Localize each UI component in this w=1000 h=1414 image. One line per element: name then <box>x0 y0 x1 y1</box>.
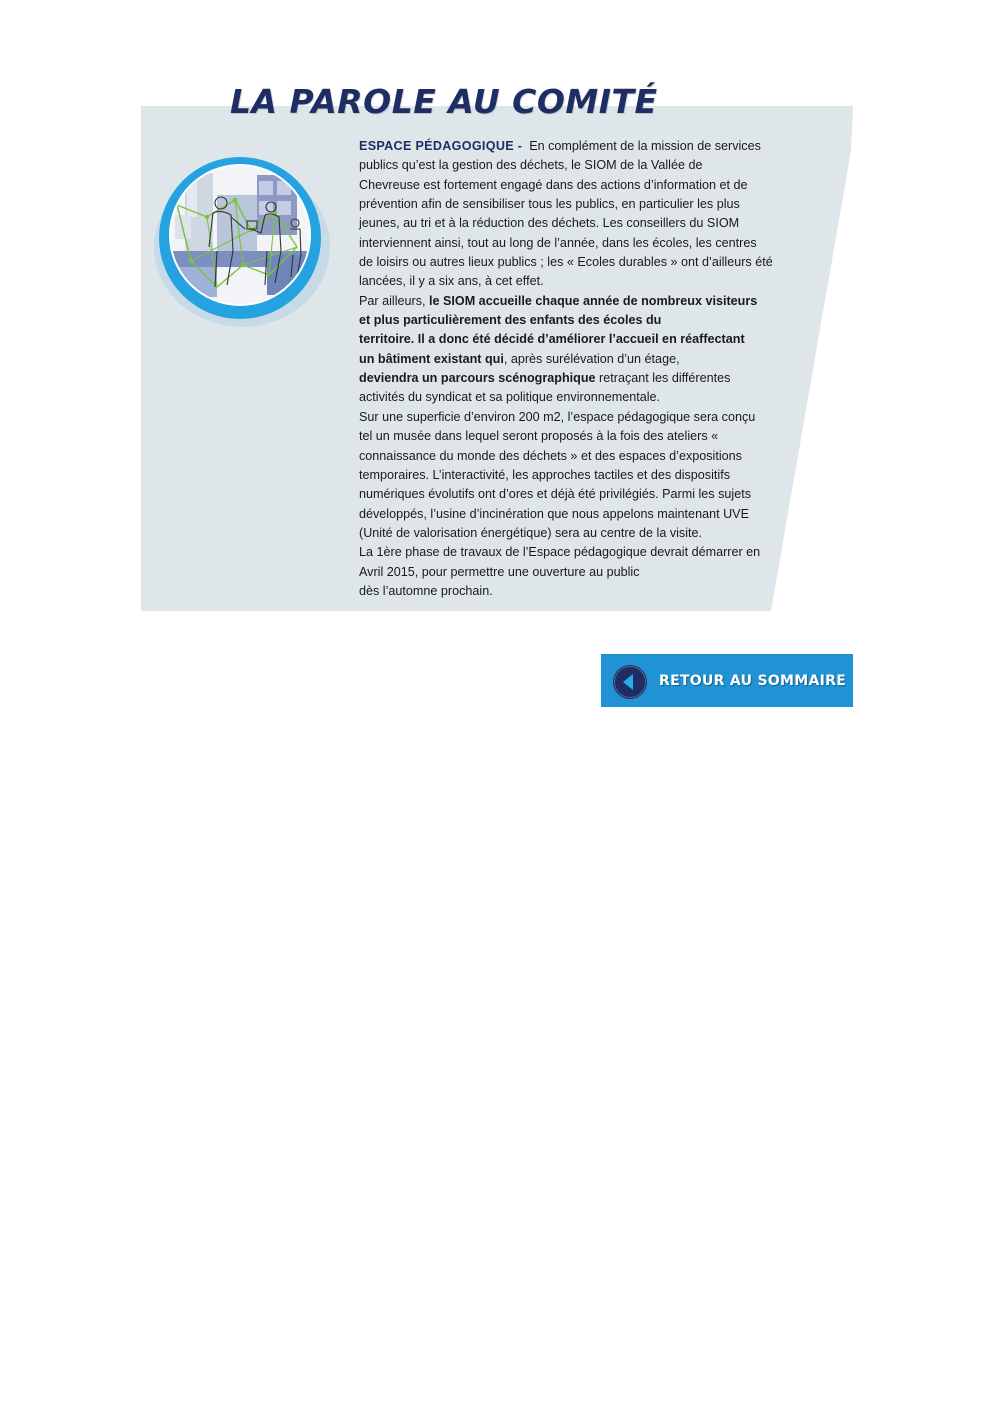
article-line: dès l’automne prochain. <box>359 583 493 598</box>
article-bold-run: deviendra un parcours scénographique <box>359 371 596 386</box>
arrow-left-circle-icon <box>612 664 648 700</box>
article-line: numériques évolutifs ont d’ores et déjà été privilégiés. Parmi les sujets <box>359 487 751 502</box>
article-text-run: En complément de la mission de services <box>529 139 761 153</box>
article-line: temporaires. L’interactivité, les approches tactiles et des dispositifs <box>359 467 730 482</box>
article-line: Avril 2015, pour permettre une ouverture au public <box>359 564 640 579</box>
article-line <box>359 137 784 156</box>
article-line: Sur une superficie d’environ 200 m2, l’espace pédagogique sera conçu <box>359 409 756 424</box>
article-line: interviennent ainsi, tout au long de l’année, dans les écoles, les centres <box>359 235 757 250</box>
article-bold-run: le SIOM accueille chaque année de nombreux visiteurs <box>429 293 758 308</box>
article-line: tel un musée dans lequel seront proposés à la fois des ateliers « <box>359 429 719 444</box>
article-line <box>359 369 784 388</box>
article-line: (Unité de valorisation énergétique) sera au centre de la visite. <box>359 525 703 540</box>
article-line: prévention afin de sensibiliser tous les publics, en particulier les plus <box>359 197 740 212</box>
article-line: activités du syndicat et sa politique environnementale. <box>359 390 661 405</box>
article-line: La 1ère phase de travaux de l’Espace pédagogique devrait démarrer en <box>359 545 761 560</box>
article-line <box>359 330 784 349</box>
article-bold-run: et plus particulièrement des enfants des écoles du <box>359 313 662 328</box>
article-line <box>359 350 784 369</box>
article-bold-run: un bâtiment existant qui <box>359 351 504 366</box>
article-line: Chevreuse est fortement engagé dans des actions d’information et de <box>359 177 748 192</box>
section-kicker: ESPACE PÉDAGOGIQUE - <box>359 139 523 153</box>
article-line: publics qu’est la gestion des déchets, le SIOM de la Vallée de <box>359 158 703 173</box>
article-line: développés, l’usine d’incinération que nous appelons maintenant UVE <box>359 506 749 521</box>
article-line: lancées, il y a six ans, à cet effet. <box>359 274 544 289</box>
visitors-illustration-icon <box>147 155 333 327</box>
back-to-contents-button[interactable] <box>601 654 853 707</box>
article-line: jeunes, au tri et à la réduction des déchets. Les conseillers du SIOM <box>359 216 740 231</box>
article-text-run: Par ailleurs, <box>359 293 426 308</box>
article-line: de loisirs ou autres lieux publics ; les « Ecoles durables » ont d’ailleurs été <box>359 255 773 270</box>
article-text <box>359 137 784 601</box>
article-bold-run: territoire. Il a donc été décidé d’améliorer l’accueil en réaffectant <box>359 332 745 347</box>
article-text-run: retraçant les différentes <box>599 371 731 386</box>
article-line: connaissance du monde des déchets » et des espaces d’expositions <box>359 448 742 463</box>
article-text-run: , après surélévation d’un étage, <box>503 351 680 366</box>
page-title: LA PAROLE AU COMITÉ <box>230 82 658 121</box>
article-line <box>359 292 784 311</box>
article-line <box>359 311 784 330</box>
back-to-contents-label: RETOUR AU SOMMAIRE <box>659 673 847 689</box>
